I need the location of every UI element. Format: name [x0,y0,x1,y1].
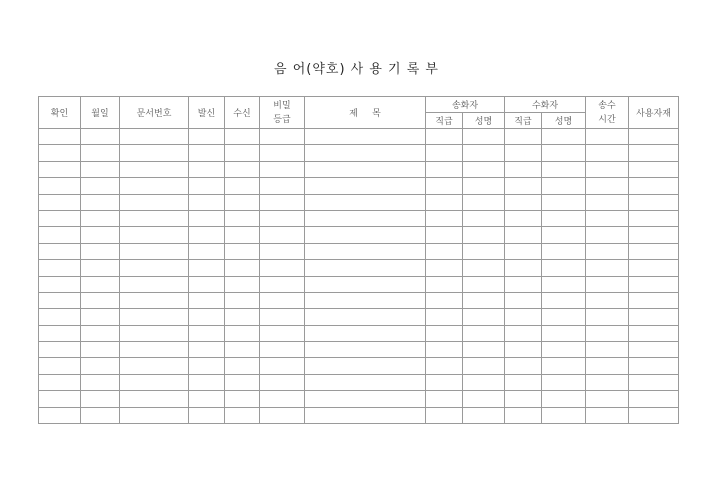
header-month-day: 월일 [81,97,120,129]
table-cell[interactable] [463,178,505,194]
table-cell[interactable] [260,145,305,161]
header-sender-group: 송화자 [426,97,505,113]
table-row [39,178,679,194]
table-cell[interactable] [260,276,305,292]
table-cell[interactable] [225,374,260,390]
table-cell[interactable] [505,227,542,243]
table-cell[interactable] [463,309,505,325]
table-cell[interactable] [305,210,426,226]
table-cell[interactable] [120,161,189,177]
table-cell[interactable] [426,210,463,226]
table-cell[interactable] [586,292,629,308]
table-row [39,325,679,341]
table-cell[interactable] [225,407,260,423]
table-cell[interactable] [505,194,542,210]
table-cell[interactable] [225,194,260,210]
page-title: 음 어(약호) 사 용 기 록 부 [274,62,439,77]
table-cell[interactable] [629,407,679,423]
table-cell[interactable] [225,342,260,358]
table-cell[interactable] [260,374,305,390]
table-cell[interactable] [39,292,81,308]
table-cell[interactable] [586,309,629,325]
table-cell[interactable] [39,210,81,226]
table-row [39,391,679,407]
table-cell[interactable] [305,391,426,407]
table-cell[interactable] [505,161,542,177]
table-cell[interactable] [426,194,463,210]
table-cell[interactable] [586,161,629,177]
table-cell[interactable] [542,227,586,243]
table-row [39,194,679,210]
table-cell[interactable] [39,374,81,390]
table-cell[interactable] [426,391,463,407]
table-cell[interactable] [505,309,542,325]
table-cell[interactable] [120,210,189,226]
table-cell[interactable] [189,161,225,177]
table-cell[interactable] [305,243,426,259]
table-cell[interactable] [225,391,260,407]
table-cell[interactable] [260,292,305,308]
table-cell[interactable] [260,260,305,276]
table-cell[interactable] [81,161,120,177]
table-cell[interactable] [120,227,189,243]
table-cell[interactable] [189,309,225,325]
table-cell[interactable] [189,194,225,210]
table-cell[interactable] [120,391,189,407]
table-cell[interactable] [629,243,679,259]
table-cell[interactable] [120,358,189,374]
table-cell[interactable] [81,309,120,325]
table-row [39,358,679,374]
header-time-line1: 송수 [598,100,616,111]
table-cell[interactable] [629,161,679,177]
header-time-line2: 시간 [598,114,616,125]
table-cell[interactable] [426,129,463,145]
table-cell[interactable] [586,276,629,292]
table-cell[interactable] [629,145,679,161]
table-cell[interactable] [542,145,586,161]
table-cell[interactable] [505,178,542,194]
table-cell[interactable] [225,260,260,276]
table-cell[interactable] [39,260,81,276]
table-cell[interactable] [542,210,586,226]
table-cell[interactable] [189,129,225,145]
table-cell[interactable] [463,325,505,341]
table-cell[interactable] [505,260,542,276]
table-body [39,129,679,424]
table-cell[interactable] [260,358,305,374]
table-cell[interactable] [426,407,463,423]
table-cell[interactable] [629,358,679,374]
header-secrecy-line2: 등급 [273,114,291,125]
table-cell[interactable] [542,374,586,390]
table-cell[interactable] [426,374,463,390]
table-cell[interactable] [305,227,426,243]
table-cell[interactable] [463,161,505,177]
table-cell[interactable] [120,276,189,292]
table-cell[interactable] [426,276,463,292]
table-cell[interactable] [586,145,629,161]
table-cell[interactable] [305,358,426,374]
table-cell[interactable] [542,391,586,407]
table-cell[interactable] [542,194,586,210]
table-cell[interactable] [426,358,463,374]
table-cell[interactable] [629,210,679,226]
table-cell[interactable] [505,342,542,358]
table-cell[interactable] [629,178,679,194]
table-cell[interactable] [120,309,189,325]
table-cell[interactable] [426,178,463,194]
table-cell[interactable] [39,342,81,358]
table-cell[interactable] [463,276,505,292]
table-cell[interactable] [586,194,629,210]
usage-log-table [38,96,679,424]
table-cell[interactable] [505,292,542,308]
table-cell[interactable] [463,227,505,243]
table-cell[interactable] [189,210,225,226]
table-row [39,407,679,423]
table-cell[interactable] [463,374,505,390]
table-cell[interactable] [260,342,305,358]
table-cell[interactable] [426,342,463,358]
table-cell[interactable] [542,260,586,276]
table-cell[interactable] [463,358,505,374]
table-cell[interactable] [305,342,426,358]
table-cell[interactable] [586,260,629,276]
table-cell[interactable] [189,358,225,374]
table-cell[interactable] [189,374,225,390]
table-cell[interactable] [586,210,629,226]
table-cell[interactable] [39,178,81,194]
table-cell[interactable] [120,342,189,358]
table-cell[interactable] [225,325,260,341]
table-cell[interactable] [463,407,505,423]
header-send: 발신 [189,97,225,129]
table-cell[interactable] [260,325,305,341]
table-cell[interactable] [81,276,120,292]
table-cell[interactable] [39,243,81,259]
table-cell[interactable] [120,129,189,145]
table-cell[interactable] [542,129,586,145]
header-receiver-group: 수화자 [505,97,586,113]
table-cell[interactable] [629,260,679,276]
table-cell[interactable] [189,407,225,423]
table-cell[interactable] [505,243,542,259]
table-row [39,227,679,243]
header-material: 사용자재 [629,97,679,129]
table-cell[interactable] [305,276,426,292]
table-cell[interactable] [505,145,542,161]
table-cell[interactable] [81,358,120,374]
table-cell[interactable] [463,292,505,308]
table-row [39,309,679,325]
table-cell[interactable] [463,145,505,161]
header-sender-name: 성명 [463,113,505,129]
table-row [39,161,679,177]
table-cell[interactable] [81,260,120,276]
table-cell[interactable] [463,210,505,226]
header-receiver-name: 성명 [542,113,586,129]
table-cell[interactable] [586,374,629,390]
table-row [39,243,679,259]
table-cell[interactable] [629,325,679,341]
table-cell[interactable] [225,129,260,145]
table-cell[interactable] [39,358,81,374]
table-cell[interactable] [505,325,542,341]
table-cell[interactable] [463,129,505,145]
table-cell[interactable] [260,194,305,210]
table-cell[interactable] [81,178,120,194]
table-cell[interactable] [81,243,120,259]
table-cell[interactable] [81,374,120,390]
table-cell[interactable] [463,243,505,259]
table-cell[interactable] [225,309,260,325]
table-cell[interactable] [225,161,260,177]
table-cell[interactable] [39,276,81,292]
table-cell[interactable] [189,292,225,308]
table-cell[interactable] [260,178,305,194]
table-cell[interactable] [505,407,542,423]
table-cell[interactable] [225,243,260,259]
header-confirm: 확인 [39,97,81,129]
table-cell[interactable] [81,391,120,407]
table-cell[interactable] [189,178,225,194]
table-cell[interactable] [542,292,586,308]
table-row [39,210,679,226]
table-cell[interactable] [189,325,225,341]
header-sender-rank: 직급 [426,113,463,129]
table-cell[interactable] [39,407,81,423]
table-cell[interactable] [260,210,305,226]
table-cell[interactable] [189,243,225,259]
header-doc-number: 문서번호 [120,97,189,129]
table-cell[interactable] [120,325,189,341]
table-cell[interactable] [81,194,120,210]
table-row [39,374,679,390]
table-cell[interactable] [305,407,426,423]
table-cell[interactable] [586,391,629,407]
table-cell[interactable] [120,407,189,423]
header-send-receive-time [586,97,629,129]
table-cell[interactable] [189,342,225,358]
table-cell[interactable] [463,391,505,407]
table-cell[interactable] [81,210,120,226]
table-cell[interactable] [426,260,463,276]
table-row [39,129,679,145]
table-cell[interactable] [189,260,225,276]
table-cell[interactable] [629,276,679,292]
table-cell[interactable] [225,227,260,243]
table-cell[interactable] [305,292,426,308]
table-cell[interactable] [39,391,81,407]
table-cell[interactable] [225,178,260,194]
table-cell[interactable] [189,145,225,161]
table-cell[interactable] [426,227,463,243]
table-cell[interactable] [120,243,189,259]
table-cell[interactable] [81,129,120,145]
table-cell[interactable] [260,161,305,177]
table-cell[interactable] [629,342,679,358]
header-secrecy-grade [260,97,305,129]
table-cell[interactable] [120,374,189,390]
table-cell[interactable] [463,342,505,358]
table-cell[interactable] [260,129,305,145]
table-cell[interactable] [81,342,120,358]
table-cell[interactable] [305,194,426,210]
header-receiver-rank: 직급 [505,113,542,129]
table-cell[interactable] [81,227,120,243]
table-cell[interactable] [260,243,305,259]
table-row [39,260,679,276]
table-cell[interactable] [260,407,305,423]
table-cell[interactable] [542,161,586,177]
table-cell[interactable] [426,145,463,161]
table-cell[interactable] [39,309,81,325]
table-cell[interactable] [260,227,305,243]
table-row [39,292,679,308]
table-cell[interactable] [305,374,426,390]
table-cell[interactable] [505,276,542,292]
table-cell[interactable] [225,292,260,308]
table-cell[interactable] [586,325,629,341]
table-cell[interactable] [81,292,120,308]
table-cell[interactable] [463,260,505,276]
table-cell[interactable] [426,325,463,341]
table-cell[interactable] [305,309,426,325]
table-cell[interactable] [305,178,426,194]
table-row [39,276,679,292]
table-cell[interactable] [120,260,189,276]
header-secrecy-line1: 비밀 [273,100,291,111]
table-cell[interactable] [225,276,260,292]
table-cell[interactable] [629,292,679,308]
table-cell[interactable] [505,391,542,407]
table-cell[interactable] [81,145,120,161]
table-cell[interactable] [542,407,586,423]
table-cell[interactable] [586,342,629,358]
table-cell[interactable] [39,227,81,243]
table-cell[interactable] [39,129,81,145]
table-cell[interactable] [505,358,542,374]
table-cell[interactable] [305,260,426,276]
table-cell[interactable] [81,407,120,423]
header-receive: 수신 [225,97,260,129]
table-cell[interactable] [305,145,426,161]
table-cell[interactable] [39,194,81,210]
table-cell[interactable] [542,342,586,358]
table-cell[interactable] [225,358,260,374]
table-cell[interactable] [629,227,679,243]
table-cell[interactable] [542,178,586,194]
header-subject: 제 목 [305,97,426,129]
table-cell[interactable] [629,129,679,145]
table-cell[interactable] [586,227,629,243]
table-cell[interactable] [586,407,629,423]
table-cell[interactable] [542,325,586,341]
table-cell[interactable] [305,161,426,177]
table-cell[interactable] [120,145,189,161]
table-row [39,145,679,161]
table-cell[interactable] [189,391,225,407]
table-cell[interactable] [260,309,305,325]
table-cell[interactable] [586,129,629,145]
table-cell[interactable] [505,374,542,390]
table-cell[interactable] [505,129,542,145]
table-cell[interactable] [120,292,189,308]
table-cell[interactable] [542,309,586,325]
table-cell[interactable] [629,391,679,407]
table-cell[interactable] [426,161,463,177]
table-row [39,342,679,358]
table-cell[interactable] [426,243,463,259]
table-cell[interactable] [463,194,505,210]
table-cell[interactable] [189,276,225,292]
table-cell[interactable] [305,325,426,341]
table-cell[interactable] [225,210,260,226]
table-cell[interactable] [120,194,189,210]
table-cell[interactable] [505,210,542,226]
table-cell[interactable] [39,145,81,161]
table-cell[interactable] [586,178,629,194]
table-cell[interactable] [225,145,260,161]
table-cell[interactable] [586,243,629,259]
table-cell[interactable] [426,309,463,325]
table-cell[interactable] [586,358,629,374]
table-cell[interactable] [542,243,586,259]
table-cell[interactable] [39,325,81,341]
table-cell[interactable] [629,374,679,390]
table-cell[interactable] [629,194,679,210]
table-cell[interactable] [260,391,305,407]
table-cell[interactable] [542,358,586,374]
table-cell[interactable] [426,292,463,308]
table-cell[interactable] [305,129,426,145]
table-cell[interactable] [39,161,81,177]
table-cell[interactable] [629,309,679,325]
table-cell[interactable] [189,227,225,243]
table-cell[interactable] [120,178,189,194]
table-cell[interactable] [542,276,586,292]
table-cell[interactable] [81,325,120,341]
